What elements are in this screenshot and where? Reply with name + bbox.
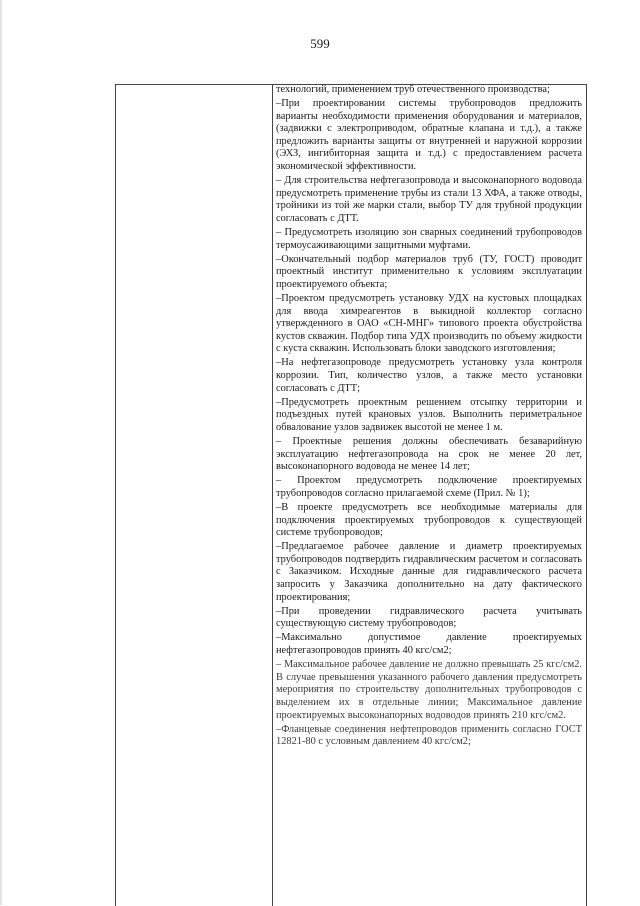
requirement-item: –Предлагаемое рабочее давление и диаметр проектируемых трубопроводов подтвердить гидравлическим расчетом и согласовать с Заказчиком. Исходные данные для гидравлического расчета запросить у Заказчика дополнительно на дату фактического проектирования; <box>276 541 582 603</box>
requirement-item: –При проведении гидравлического расчета учитывать существующую систему трубопроводов; <box>276 605 582 630</box>
requirement-item: – Для строительства нефтегазопровода и высоконапорного водовода предусмотреть применение трубы из стали 13 ХФА, а также отводы, тройники из той же марки стали, выбор ТУ для трубной продукции согласовать с ДТТ. <box>276 175 582 224</box>
requirement-item: – Предусмотреть изоляцию зон сварных соединений трубопроводов термоусаживающими защитными муфтами. <box>276 227 582 251</box>
page-number: 599 <box>310 36 330 51</box>
requirement-item: –Проектом предусмотреть установку УДХ на кустовых площадках для ввода химреагентов в выкидной коллектор согласно утвержденного в ОАО «СН-МНГ» типового проекта обустройства кустов скважин. Подбор типа УДХ производить по объему жидкости с куста скважин. Использовать блоки заводского изготовления; <box>276 293 582 355</box>
requirement-item: –При проектировании системы трубопроводов предложить варианты необходимости применения оборудования и материалов, (задвижки с электроприводом, обратные клапана и т.д.), а также предложить варианты защиты от внутренней и наружной коррозии (ЭХЗ, ингибиторная защита и т.д.) с предоставлением расчета экономической эффективности. <box>276 98 582 173</box>
column-divider <box>272 84 273 906</box>
requirement-item: –Окончательный подбор материалов труб (ТУ, ГОСТ) проводит проектный институт применительно к условиям эксплуатации проектируемого объекта; <box>276 253 582 290</box>
requirement-item: –На нефтегазопроводе предусмотреть установку узла контроля коррозии. Тип, количество узлов, а также место установки согласовать с ДТТ; <box>276 357 582 394</box>
requirement-item: –Максимально допустимое давление проектируемых нефтегазопроводов принять 40 кгс/см2; <box>276 632 582 657</box>
requirement-item: – Проектом предусмотреть подключение проектируемых трубопроводов согласно прилагаемой схеме (Прил. № 1); <box>276 475 582 499</box>
requirement-item: технологий, применением труб отечественного производства; <box>276 84 550 95</box>
requirement-item: –Предусмотреть проектным решением отсыпку территории и подъездных путей крановых узлов. Выполнить периметральное обвалование узлов задвижек высотой не менее 1 м. <box>276 396 582 433</box>
requirement-item: – Проектные решения должны обеспечивать безаварийную эксплуатацию нефтегазопровода на срок не менее 20 лет, высоконапорного водовода не менее 14 лет; <box>276 436 582 473</box>
requirement-item: – Максимальное рабочее давление не должно превышать 25 кгс/см2. В случае превышения указанного рабочего давления предусмотреть мероприятия по строительству дополнительных трубопроводов с выделением их в отдельные линии; Максимальное давление проектируемых высоконапорных водоводов принять 210 кгс/см2. <box>276 659 582 721</box>
scan-edge-shadow <box>0 0 3 905</box>
requirement-item: –В проекте предусмотреть все необходимые материалы для подключения проектируемых трубопроводов к существующей системе трубопроводов; <box>276 502 582 539</box>
requirement-item: –Фланцевые соединения нефтепроводов применить согласно ГОСТ 12821-80 с условным давлением 40 кгс/см2; <box>276 723 582 748</box>
requirements-text-column <box>276 84 582 750</box>
